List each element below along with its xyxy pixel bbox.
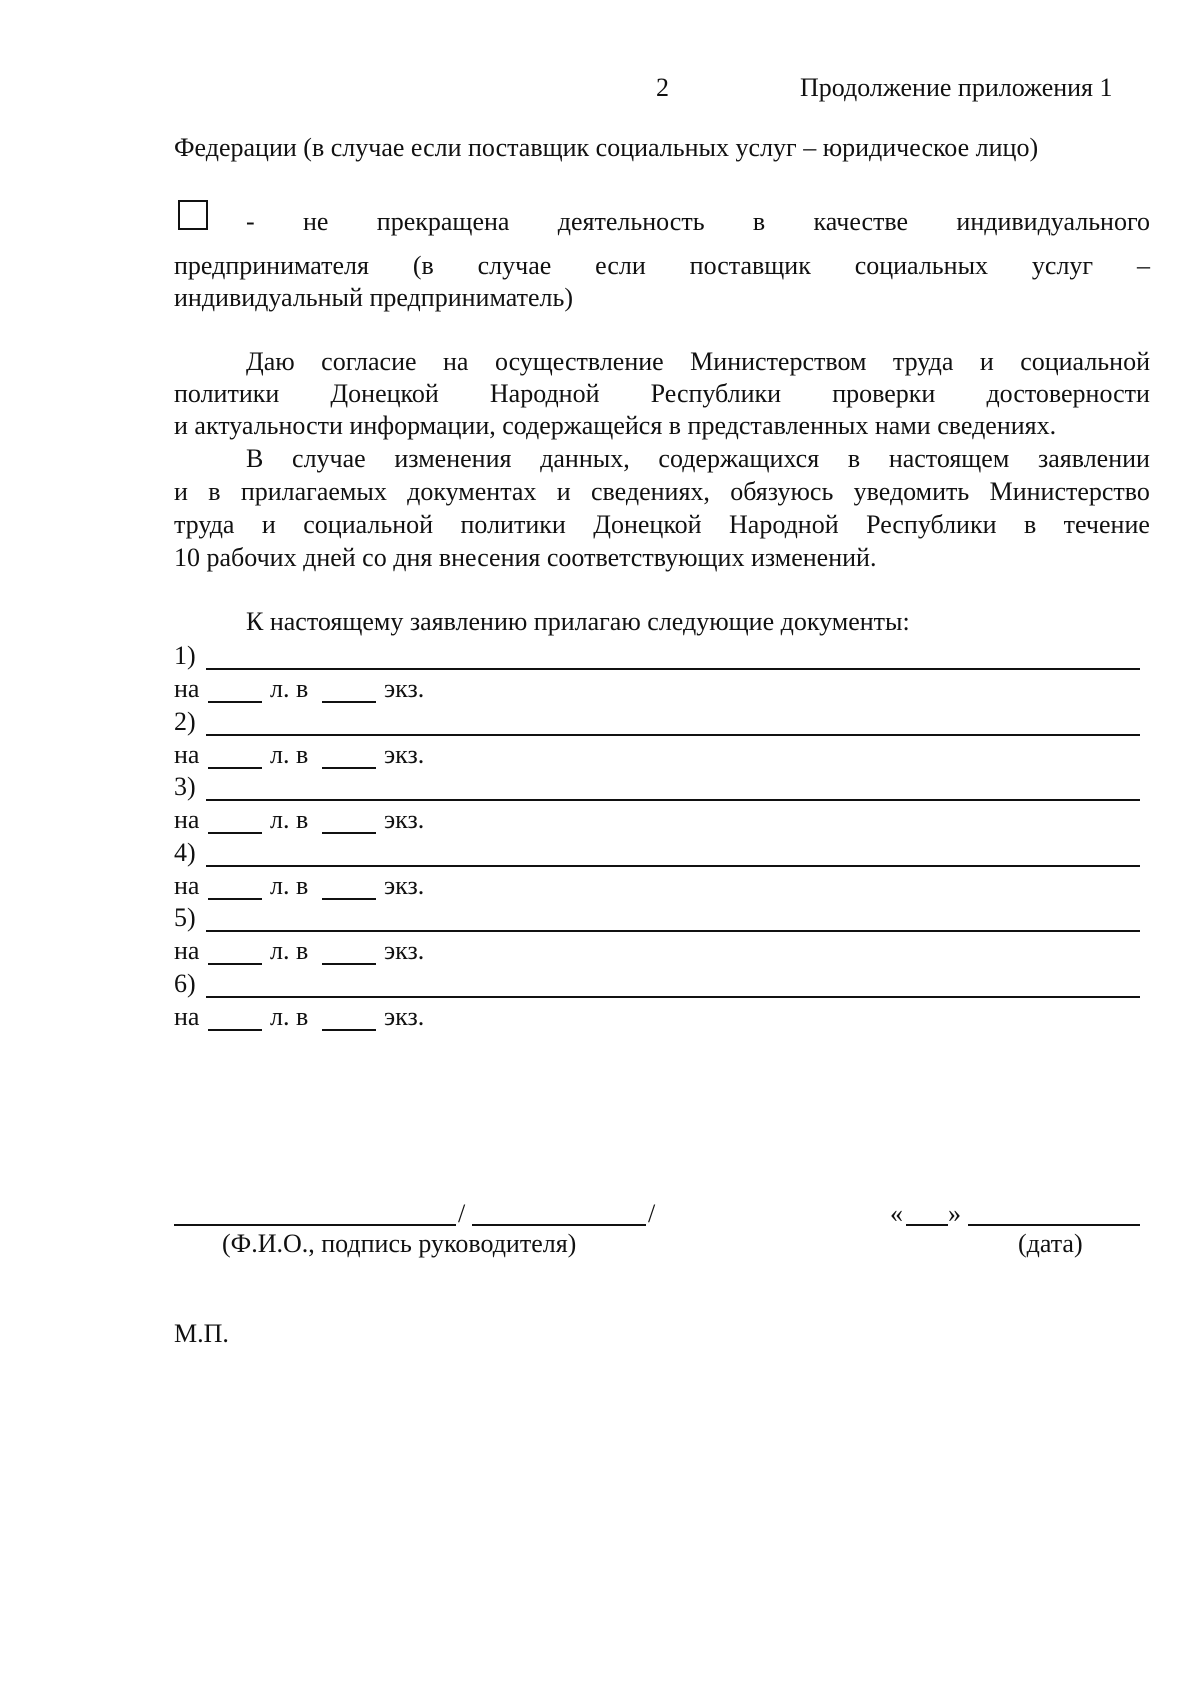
sheets-label: л. в [270,805,309,834]
word: в [752,207,766,236]
attachment-na-label: на [174,740,200,769]
attachment-na-label: на [174,805,200,834]
attachment-na-label: на [174,1002,200,1031]
status-checkbox[interactable] [178,200,208,230]
word: Республики [866,510,997,539]
word: на [443,347,469,376]
quote-open: « [890,1199,903,1228]
sheets-count-blank[interactable] [208,898,262,900]
word: достоверности [986,379,1150,408]
sheets-label: л. в [270,1002,309,1031]
attachments-intro: К настоящему заявлению прилагаю следующие документы: [246,607,910,636]
attachment-number: 1) [174,641,196,670]
word: – [1136,251,1150,280]
word: и [174,477,188,506]
word: документах [407,477,537,506]
signature-blank[interactable] [472,1224,646,1226]
attachment-number: 6) [174,969,196,998]
sheets-label: л. в [270,674,309,703]
word: деятельность [557,207,705,236]
sheets-label: л. в [270,740,309,769]
copies-label: экз. [384,674,425,703]
attachment-number: 4) [174,838,196,867]
word: социальной [1020,347,1150,376]
word: поставщик [689,251,811,280]
word: (в [412,251,434,280]
word: осуществление [494,347,664,376]
consent-p2-line3 [174,509,1150,541]
word: качестве [813,207,909,236]
attachment-na-label: на [174,674,200,703]
attachment-name-blank[interactable] [206,996,1140,998]
fio-caption: (Ф.И.О., подпись руководителя) [222,1229,577,1258]
attachment-na-label: на [174,871,200,900]
word: Народной [729,510,839,539]
attachment-name-blank[interactable] [206,865,1140,867]
consent-p2-line1 [246,443,1150,475]
copies-label: экз. [384,1002,425,1031]
consent-p2-line4: 10 рабочих дней со дня внесения соответствующих изменений. [174,543,877,572]
word: прекращена [376,207,510,236]
copies-count-blank[interactable] [322,898,376,900]
word: случае [292,444,366,473]
word: случае [477,251,552,280]
word: Донецкой [593,510,702,539]
word: - [246,207,255,236]
federation-line: Федерации (в случае если поставщик социальных услуг – юридическое лицо) [174,133,1039,162]
word: данных, [540,444,630,473]
copies-label: экз. [384,805,425,834]
consent-p1-line2 [174,378,1150,410]
attachment-number: 5) [174,903,196,932]
word: услуг [1031,251,1094,280]
sheets-count-blank[interactable] [208,701,262,703]
copies-label: экз. [384,740,425,769]
sig-slash-2: / [648,1199,656,1228]
attachment-name-blank[interactable] [206,799,1140,801]
word: сведениях, [590,477,710,506]
word: заявлении [1038,444,1150,473]
word: не [303,207,329,236]
word: и [556,477,571,506]
consent-p1-line1 [246,346,1150,378]
consent-p1-line3: и актуальности информации, содержащейся в представленных нами сведениях. [174,411,1057,440]
word: политики [174,379,280,408]
attachment-na-label: на [174,936,200,965]
word: прилагаемых [240,477,387,506]
word: индивидуального [956,207,1150,236]
stamp-place: М.П. [174,1319,229,1348]
word: труда [174,510,235,539]
consent-p2-line2 [174,476,1150,508]
checkbox-line-3: индивидуальный предприниматель) [174,283,573,312]
word: в [847,444,861,473]
date-caption: (дата) [1018,1229,1083,1258]
copies-label: экз. [384,871,425,900]
word: Донецкой [330,379,439,408]
sheets-count-blank[interactable] [208,1029,262,1031]
attachment-name-blank[interactable] [206,930,1140,932]
sheets-count-blank[interactable] [208,767,262,769]
word: политики [460,510,566,539]
word: социальной [303,510,434,539]
attachment-number: 2) [174,707,196,736]
word: Даю [246,347,295,376]
word: В [246,444,264,473]
word: если [595,251,646,280]
attachment-name-blank[interactable] [206,734,1140,736]
word: содержащихся [658,444,820,473]
day-blank[interactable] [906,1224,948,1226]
word: течение [1063,510,1150,539]
copies-count-blank[interactable] [322,701,376,703]
word: Народной [489,379,600,408]
word: проверки [832,379,936,408]
word: в [208,477,221,506]
word: Республики [650,379,782,408]
sheets-count-blank[interactable] [208,963,262,965]
attachment-number: 3) [174,772,196,801]
sheets-count-blank[interactable] [208,832,262,834]
word: обязуюсь [730,477,834,506]
word: уведомить [853,477,970,506]
word: труда [892,347,954,376]
continuation-label: Продолжение приложения 1 [800,73,1113,102]
sheets-label: л. в [270,936,309,965]
attachment-name-blank[interactable] [206,668,1140,670]
copies-count-blank[interactable] [322,963,376,965]
date-blank[interactable] [968,1224,1140,1226]
word: согласие [321,347,417,376]
copies-count-blank[interactable] [322,1029,376,1031]
copies-label: экз. [384,936,425,965]
copies-count-blank[interactable] [322,767,376,769]
checkbox-line-2 [174,250,1150,282]
word: в [1023,510,1037,539]
quote-close: » [948,1199,961,1228]
word: Министерство [989,477,1150,506]
word: Министерством [690,347,867,376]
sig-slash-1: / [458,1199,466,1228]
word: предпринимателя [174,251,369,280]
word: социальных [854,251,989,280]
word: и [979,347,994,376]
fio-blank[interactable] [174,1224,456,1226]
checkbox-line-1 [246,206,1150,238]
copies-count-blank[interactable] [322,832,376,834]
sheets-label: л. в [270,871,309,900]
page-number: 2 [656,73,669,102]
word: настоящем [888,444,1010,473]
word: изменения [394,444,512,473]
word: и [261,510,276,539]
